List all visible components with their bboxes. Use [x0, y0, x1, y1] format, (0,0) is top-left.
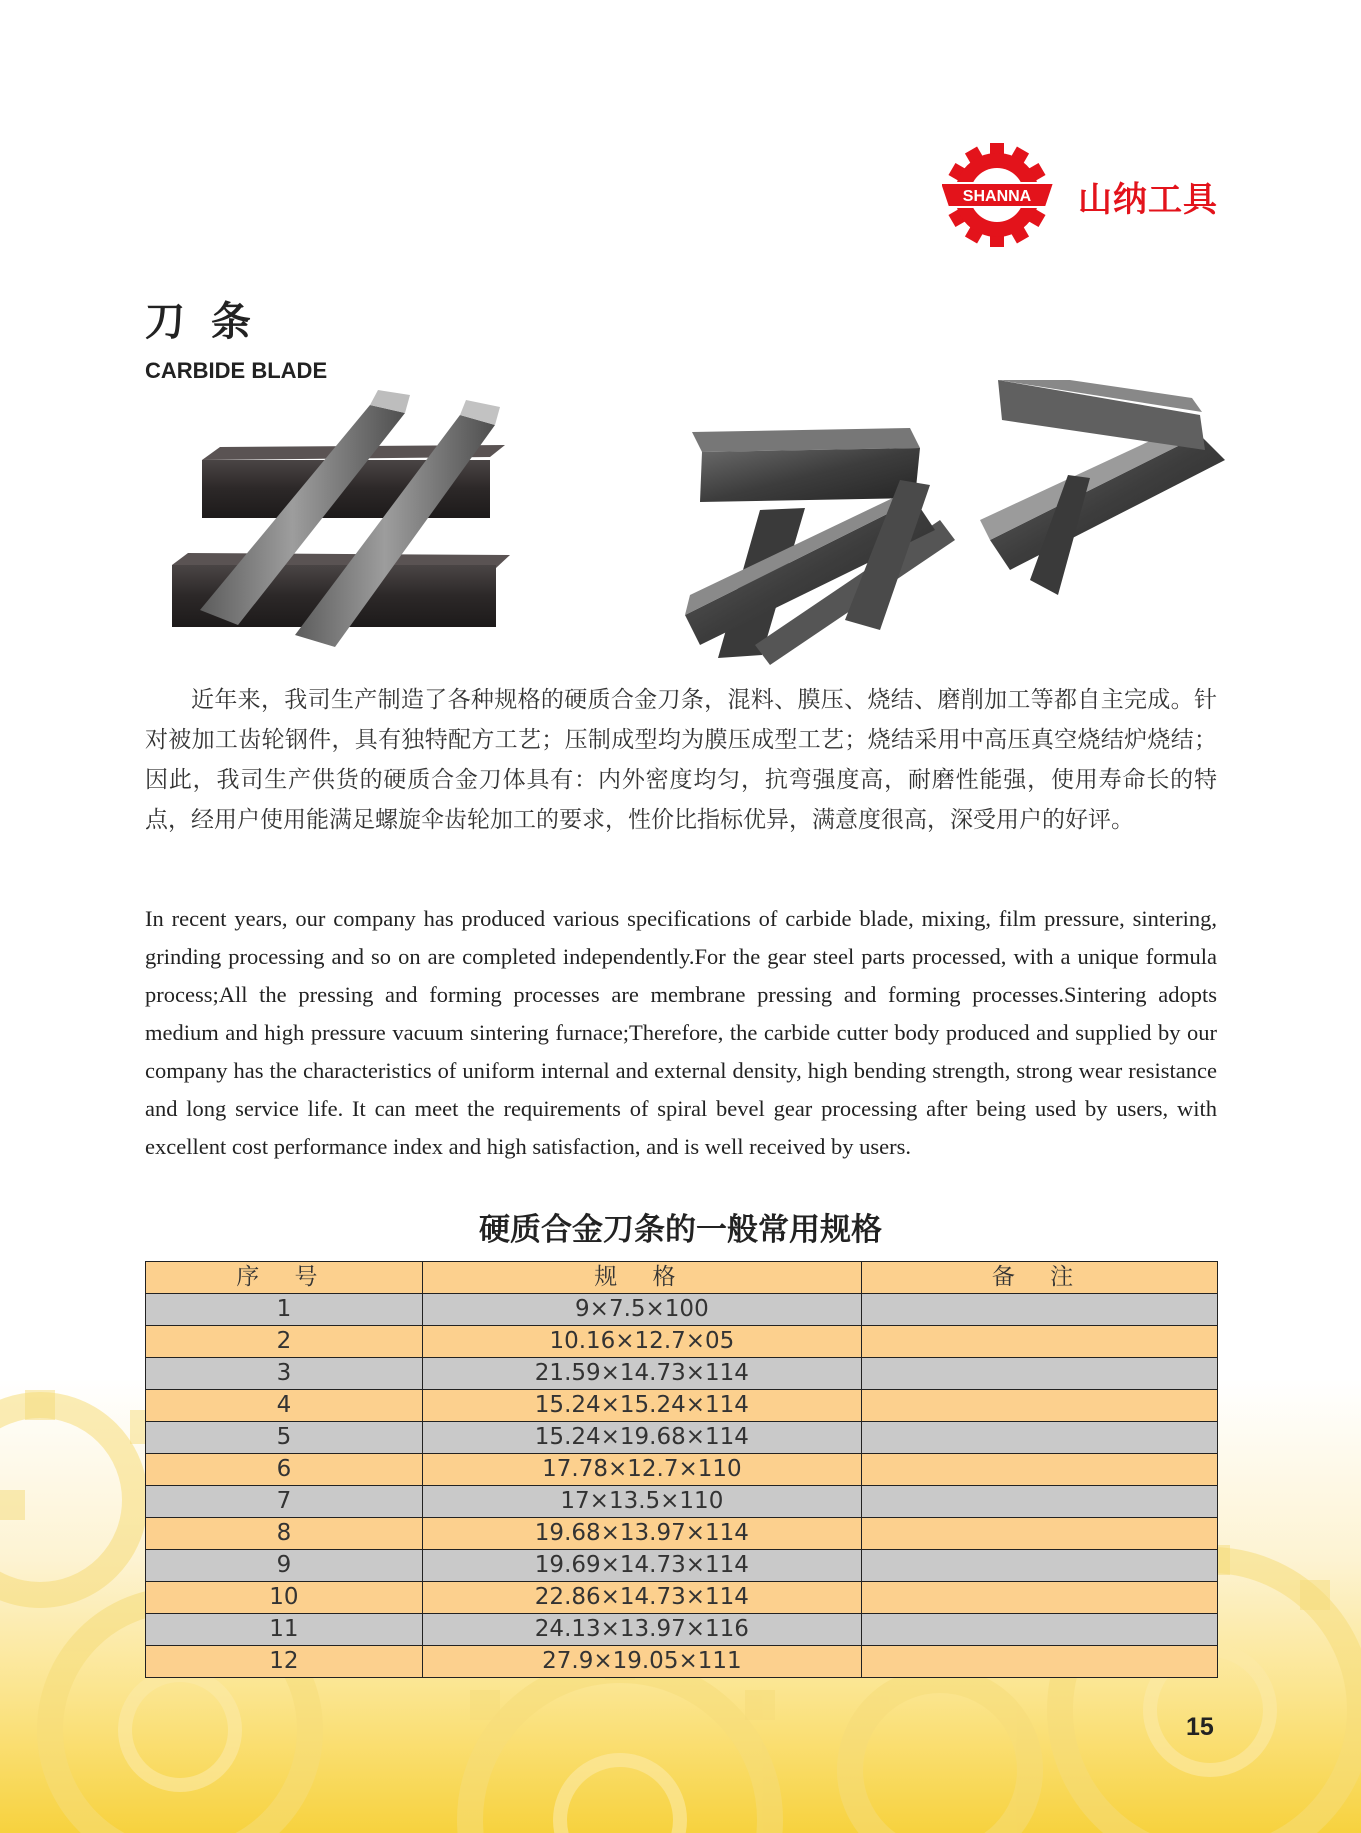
cell-remark	[861, 1550, 1217, 1582]
cell-index: 2	[146, 1326, 423, 1358]
spec-table	[145, 1261, 1218, 1678]
table-row	[146, 1614, 1218, 1646]
cell-remark	[861, 1390, 1217, 1422]
cell-remark	[861, 1518, 1217, 1550]
table-row	[146, 1518, 1218, 1550]
spec-table-title: 硬质合金刀条的一般常用规格	[479, 1212, 882, 1248]
cell-remark	[861, 1294, 1217, 1326]
table-row	[146, 1294, 1218, 1326]
carbide-blade-photo-1	[160, 385, 550, 655]
cell-index: 11	[146, 1614, 423, 1646]
table-row	[146, 1390, 1218, 1422]
cell-spec: 9×7.5×100	[422, 1294, 861, 1326]
description-cn: 近年来，我司生产制造了各种规格的硬质合金刀条，混料、膜压、烧结、磨削加工等都自主完成。针对被加工齿轮钢件，具有独特配方工艺；压制成型均为膜压成型工艺；烧结采用中高压真空烧结炉烧结；因此，我司生产供货的硬质合金刀体具有：内外密度均匀，抗弯强度高，耐磨性能强，使用寿命长的特点，经用户使用能满足螺旋伞齿轮加工的要求，性价比指标优异，满意度很高，深受用户的好评。	[145, 687, 1217, 833]
table-row	[146, 1454, 1218, 1486]
logo-badge-text: SHANNA	[962, 188, 1032, 205]
cell-remark	[861, 1582, 1217, 1614]
cell-remark	[861, 1486, 1217, 1518]
cell-spec: 19.69×14.73×114	[422, 1550, 861, 1582]
cell-remark	[861, 1358, 1217, 1390]
cell-index: 12	[146, 1646, 423, 1678]
cell-remark	[861, 1326, 1217, 1358]
table-row	[146, 1358, 1218, 1390]
cell-spec: 17×13.5×110	[422, 1486, 861, 1518]
cell-spec: 24.13×13.97×116	[422, 1614, 861, 1646]
description-en: In recent years, our company has produced various specifications of carbide blade, mixing, film pressure, sintering, grinding processing and so on are completed independently.For the gear steel parts processed, with a unique formula process;All the pressing and forming processes are membrane pressing and forming processes.Sintering adopts medium and high pressure vacuum sintering furnace;Therefore, the carbide cutter body produced and supplied by our company has the characteristics of uniform internal and external density, high bending strength, strong wear resistance and long service life. It can meet the requirements of spiral bevel gear processing after being used by users, with excellent cost performance index and high satisfaction, and is well received by users.	[145, 906, 1217, 1159]
cell-remark	[861, 1454, 1217, 1486]
cell-remark	[861, 1646, 1217, 1678]
table-row	[146, 1582, 1218, 1614]
cell-spec: 10.16×12.7×05	[422, 1326, 861, 1358]
page-number: 15	[1186, 1713, 1214, 1741]
page-title-cn: 刀 条	[145, 299, 257, 345]
cell-remark	[861, 1614, 1217, 1646]
brand-name: 山纳工具	[1078, 180, 1218, 220]
cell-spec: 19.68×13.97×114	[422, 1518, 861, 1550]
cell-remark	[861, 1422, 1217, 1454]
cell-spec: 22.86×14.73×114	[422, 1582, 861, 1614]
cell-index: 5	[146, 1422, 423, 1454]
header-remark: 备 注	[861, 1262, 1217, 1294]
cell-spec: 27.9×19.05×111	[422, 1646, 861, 1678]
cell-spec: 21.59×14.73×114	[422, 1358, 861, 1390]
table-row	[146, 1326, 1218, 1358]
table-row	[146, 1422, 1218, 1454]
carbide-blade-photo-2	[680, 380, 1230, 670]
cell-spec: 15.24×19.68×114	[422, 1422, 861, 1454]
page-title-en: CARBIDE BLADE	[145, 358, 328, 383]
cell-index: 6	[146, 1454, 423, 1486]
table-header-row	[146, 1262, 1218, 1294]
header-spec: 规 格	[422, 1262, 861, 1294]
cell-index: 4	[146, 1390, 423, 1422]
table-row	[146, 1550, 1218, 1582]
cell-index: 10	[146, 1582, 423, 1614]
cell-spec: 15.24×15.24×114	[422, 1390, 861, 1422]
cell-index: 7	[146, 1486, 423, 1518]
cell-index: 9	[146, 1550, 423, 1582]
cell-index: 8	[146, 1518, 423, 1550]
header-index: 序 号	[146, 1262, 423, 1294]
table-row	[146, 1646, 1218, 1678]
cell-index: 1	[146, 1294, 423, 1326]
cell-index: 3	[146, 1358, 423, 1390]
table-row	[146, 1486, 1218, 1518]
cell-spec: 17.78×12.7×110	[422, 1454, 861, 1486]
